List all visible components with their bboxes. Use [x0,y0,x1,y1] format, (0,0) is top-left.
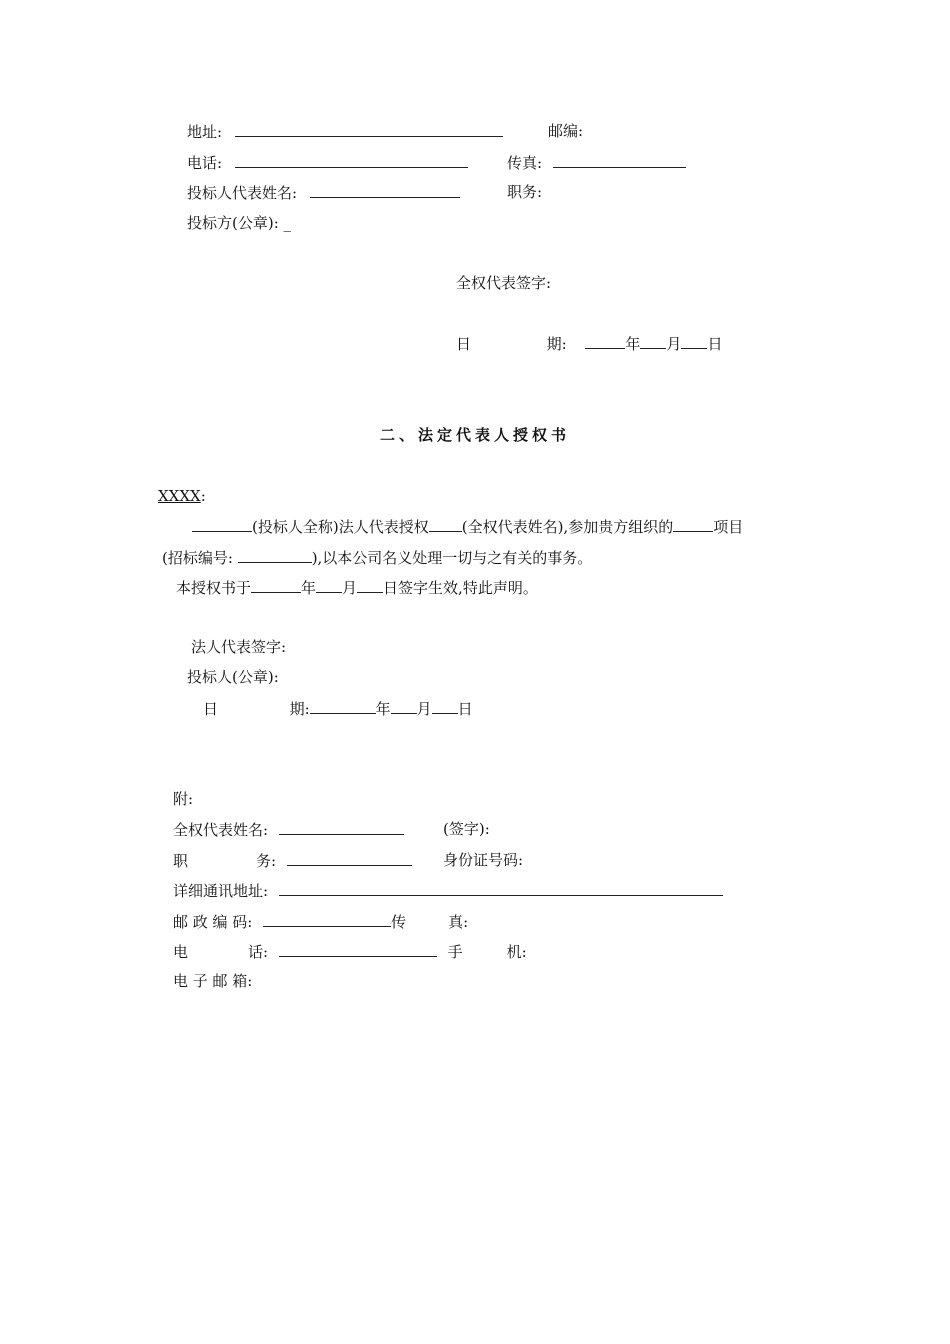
bidder-seal-row [187,213,291,233]
appendix-position-b: 务: [256,852,277,870]
section-date-row [203,698,473,719]
tender-number-field[interactable] [238,547,312,563]
appendix-fax-a: 传 [391,913,407,931]
auth-paragraph-line-2 [162,547,592,568]
phone-field[interactable] [235,152,468,168]
appendix-phone-b: 话: [248,943,269,961]
appendix-position-a: 职 [173,852,189,870]
section-year-field[interactable] [310,698,376,714]
p2-a: (招标编号: [162,549,233,567]
auth-paragraph-line-3 [176,577,538,598]
rep-name-row [187,182,460,203]
p3-b: 日签字生效,特此声明。 [383,579,538,597]
year-label: 年 [625,335,641,353]
appendix-position-field[interactable] [287,850,412,866]
appendix-label: 附: [173,790,194,808]
appendix-address-label: 详细通讯地址: [173,882,269,900]
section-year-label: 年 [375,700,391,718]
phone-label: 电话: [187,154,223,172]
appendix-address-row [173,880,723,901]
position-label: 职务: [507,183,543,201]
appendix-signature-label: (签字): [443,820,490,838]
day-field[interactable] [681,333,707,349]
appendix-fax-b: 真: [448,913,469,931]
p1-a: (投标人全称)法人代表授权 [252,518,429,536]
section-title: 二、法定代表人授权书 [379,426,570,444]
section-day-label: 日 [457,700,473,718]
month-label: 月 [666,335,682,353]
phone-row [187,152,468,173]
addressee-row [158,486,206,506]
p3-month: 月 [342,579,358,597]
appendix-mobile-a: 手 [447,943,463,961]
bidder-seal-tail: _ [283,214,292,232]
appendix-postcode-label: 邮 政 编 码: [173,913,253,931]
appendix-rep-name-row [173,819,404,840]
appendix-position-row [173,850,412,871]
section-day-field[interactable] [432,698,458,714]
appendix-postcode-row [173,911,468,932]
address-label: 地址: [187,123,223,141]
auth-month-field[interactable] [316,577,342,593]
p1-b: (全权代表姓名),参加贵方组织的 [461,518,674,536]
p1-c: 项目 [713,518,744,536]
legal-sign-label: 法人代表签字: [191,638,287,656]
appendix-phone-row [173,941,527,962]
date-char-2: 期: [289,700,310,718]
month-field[interactable] [640,333,666,349]
fax-row [507,152,686,173]
signature-label: 全权代表签字: [456,274,552,292]
bidder-seal-label-2: 投标人(公章): [187,668,279,686]
p2-b: ),以本公司名义处理一切与之有关的事务。 [311,549,593,567]
date-char-1: 日 [456,335,472,353]
day-label: 日 [707,335,723,353]
appendix-postcode-field[interactable] [263,911,391,927]
fax-field[interactable] [553,152,686,168]
section-month-label: 月 [416,700,432,718]
auth-year-field[interactable] [251,577,301,593]
section-month-field[interactable] [391,698,417,714]
top-date-row [456,333,722,354]
bidder-seal-label: 投标方(公章): [187,214,279,232]
date-char-2: 期: [546,335,567,353]
year-field[interactable] [585,333,625,349]
p3-year: 年 [301,579,317,597]
appendix-rep-name-label: 全权代表姓名: [173,821,269,839]
rep-name-field[interactable] [310,182,460,198]
bidder-name-field[interactable] [192,516,252,532]
appendix-id-label: 身份证号码: [443,851,524,869]
appendix-phone-field[interactable] [279,941,437,957]
fax-label: 传真: [507,154,543,172]
project-field[interactable] [673,516,713,532]
address-field[interactable] [235,121,503,137]
appendix-address-field[interactable] [279,880,723,896]
address-row [187,121,503,142]
postcode-label: 邮编: [548,122,584,140]
addressee-colon: : [200,487,206,505]
addressee: XXXX [158,487,201,505]
rep-name-label: 投标人代表姓名: [187,184,298,202]
rep-name-field[interactable] [429,516,462,532]
appendix-email-label: 电 子 邮 箱: [173,972,253,990]
p3-a: 本授权书于 [176,579,252,597]
date-char-1: 日 [203,700,219,718]
appendix-phone-a: 电 [173,943,189,961]
auth-day-field[interactable] [357,577,383,593]
appendix-mobile-b: 机: [506,943,527,961]
auth-paragraph-line-1 [192,516,743,537]
appendix-rep-name-field[interactable] [279,819,404,835]
